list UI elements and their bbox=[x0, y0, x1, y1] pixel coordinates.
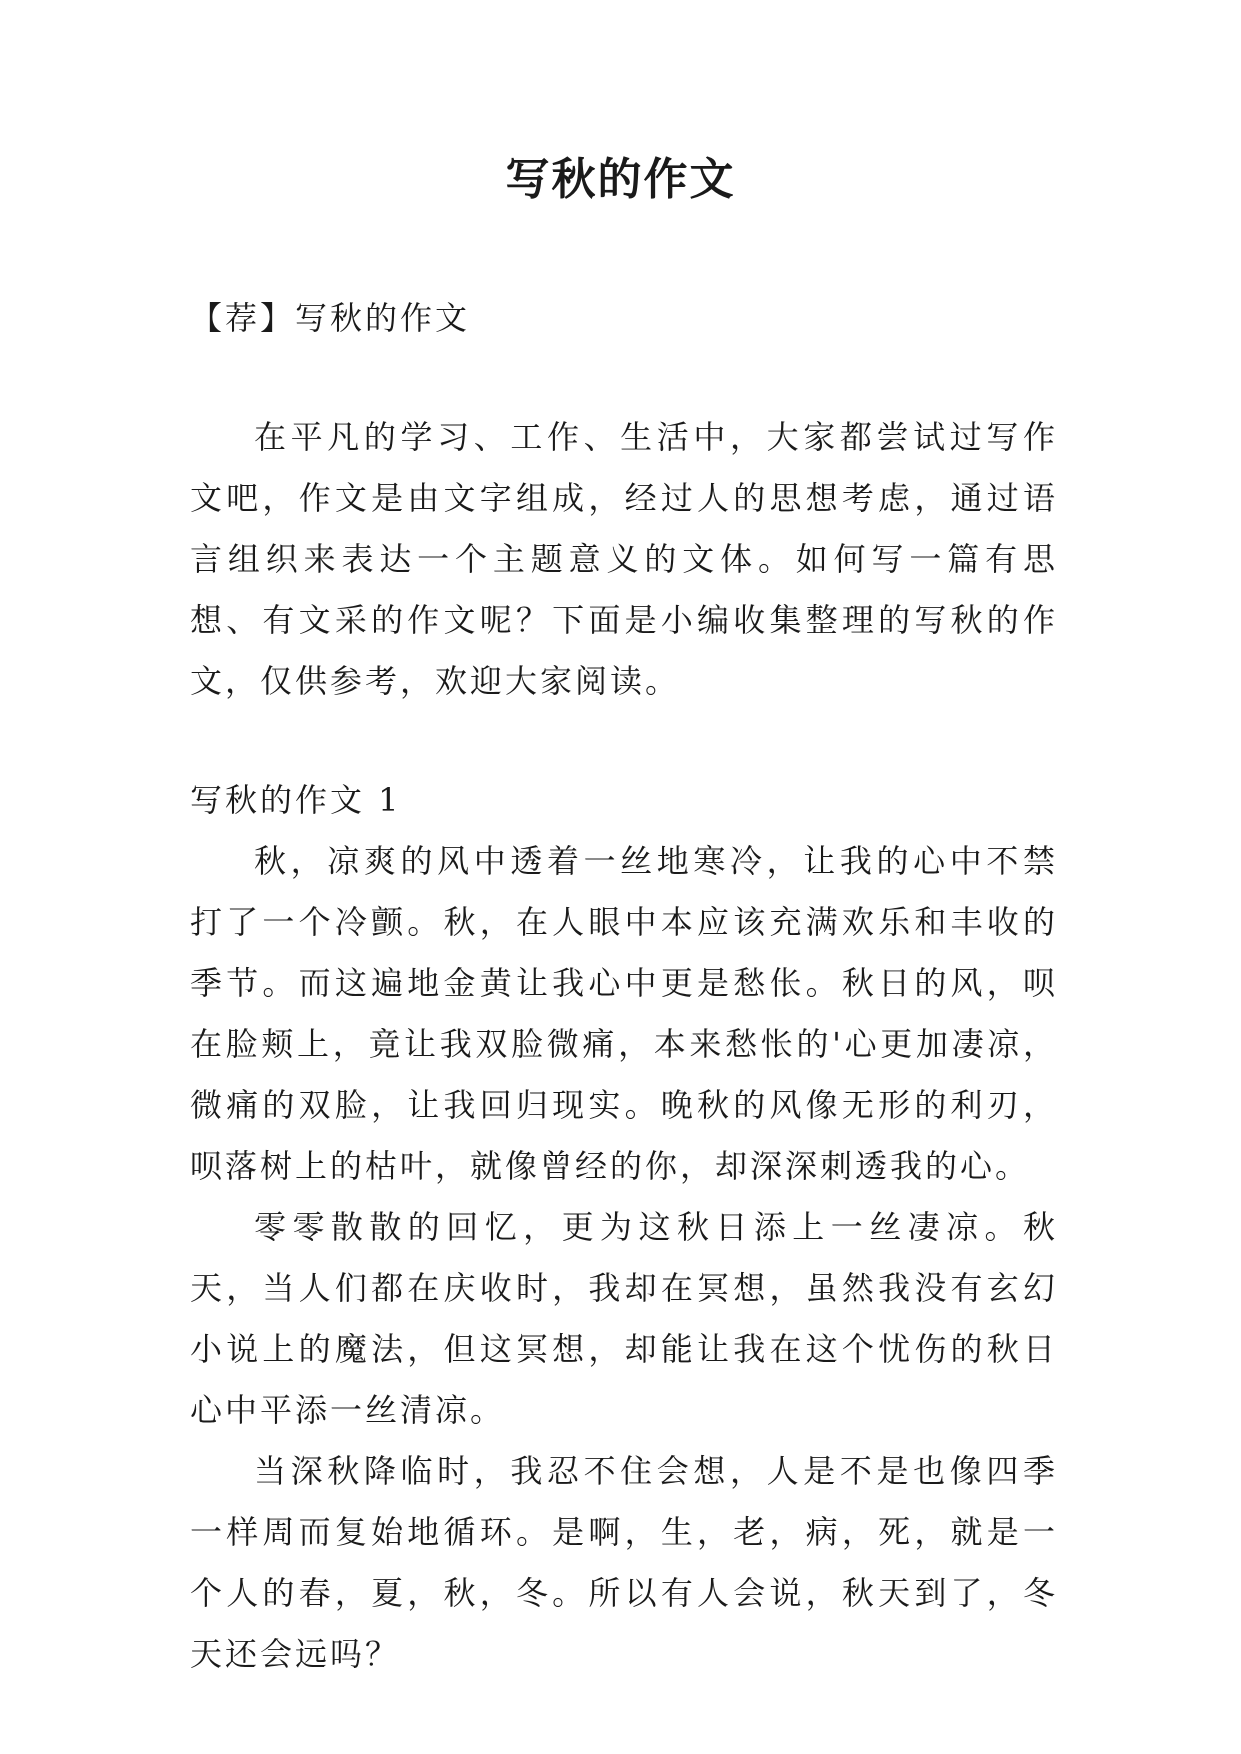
intro-paragraph: 在平凡的学习、工作、生活中，大家都尝试过写作文吧，作文是由文字组成，经过人的思想考虑，通过语言组织来表达一个主题意义的文体。如何写一篇有思想、有文采的作文呢？下面是小编收集整理的写秋的作文，仅供参考，欢迎大家阅读。 bbox=[190, 418, 1058, 700]
essay-paragraph: 秋，凉爽的风中透着一丝地寒冷，让我的心中不禁打了一个冷颤。秋，在人眼中本应该充满欢乐和丰收的季节。而这遍地金黄让我心中更是愁伥。秋日的风，呗在脸颊上，竟让我双脸微痛，本来愁怅的'心更加凄凉，微痛的双脸，让我回归现实。晚秋的风像无形的利刃，呗落树上的枯叶，就像曾经的你，却深深刺透我的心。 bbox=[190, 842, 1058, 1185]
spacer bbox=[190, 349, 1058, 407]
essay-heading: 写秋的作文 1 bbox=[190, 781, 402, 819]
spacer bbox=[190, 712, 1058, 770]
document-title: 写秋的作文 bbox=[505, 154, 736, 205]
document-body bbox=[190, 288, 1058, 1685]
essay-paragraph: 当深秋降临时，我忍不住会想，人是不是也像四季一样周而复始地循环。是啊，生，老，病，死，就是一个人的春，夏，秋，冬。所以有人会说，秋天到了，冬天还会远吗？ bbox=[190, 1452, 1058, 1673]
essay-paragraph: 零零散散的回忆，更为这秋日添上一丝凄凉。秋天，当人们都在庆收时，我却在冥想，虽然我没有玄幻小说上的魔法，但这冥想，却能让我在这个忧伤的秋日心中平添一丝清凉。 bbox=[190, 1208, 1058, 1429]
recommend-line: 【荐】写秋的作文 bbox=[190, 299, 471, 337]
